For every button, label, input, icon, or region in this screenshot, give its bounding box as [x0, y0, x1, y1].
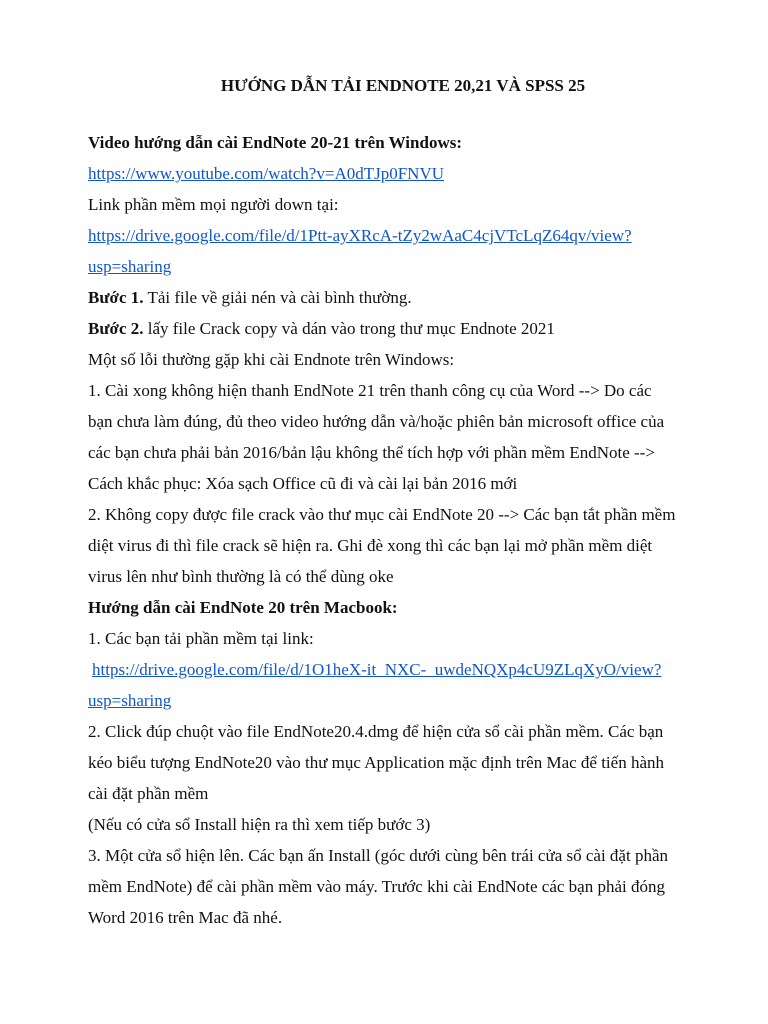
youtube-video-link[interactable]: https://www.youtube.com/watch?v=A0dTJp0FNVU: [88, 164, 445, 183]
mac-step-1: 1. Các bạn tải phần mềm tại link:: [88, 629, 314, 648]
document-page: [88, 70, 718, 933]
windows-step-2: [88, 313, 718, 344]
mac-drive-link-line2[interactable]: usp=sharing: [88, 691, 172, 710]
error-1-line: các bạn chưa phải bản 2016/bản lậu không thể tích hợp với phần mềm EndNote -->: [88, 443, 655, 462]
mac-step-2-note: (Nếu có cửa sổ Install hiện ra thì xem tiếp bước 3): [88, 815, 431, 834]
mac-step-2-line: kéo biểu tượng EndNote20 vào thư mục Application mặc định trên Mac để tiến hành: [88, 753, 664, 772]
mac-drive-link-line1[interactable]: https://drive.google.com/file/d/1O1heX-it_NXC-_uwdeNQXp4cU9ZLqXyO/view?: [92, 660, 662, 679]
mac-step-3-line: mềm EndNote) để cài phần mềm vào máy. Trước khi cài EndNote các bạn phải đóng: [88, 877, 665, 896]
mac-step-3-line: 3. Một cửa sổ hiện lên. Các bạn ấn Install (góc dưới cùng bên trái cửa sổ cài đặt phần: [88, 846, 668, 865]
windows-step-1: [88, 282, 718, 313]
error-2-line: virus lên như bình thường là có thể dùng oke: [88, 567, 394, 586]
error-1-line: Cách khắc phục: Xóa sạch Office cũ đi và cài lại bản 2016 mới: [88, 474, 518, 493]
windows-drive-link-line1[interactable]: https://drive.google.com/file/d/1Ptt-ayXRcA-tZy2wAaC4cjVTcLqZ64qv/view?: [88, 226, 632, 245]
step-1-label: Bước 1.: [88, 288, 144, 307]
mac-heading: Hướng dẫn cài EndNote 20 trên Macbook:: [88, 598, 398, 617]
mac-step-3-line: Word 2016 trên Mac đã nhé.: [88, 908, 283, 927]
error-1-line: 1. Cài xong không hiện thanh EndNote 21 trên thanh công cụ của Word --> Do các: [88, 381, 652, 400]
step-2-text: lấy file Crack copy và dán vào trong thư mục Endnote 2021: [143, 319, 555, 338]
windows-video-heading: Video hướng dẫn cài EndNote 20-21 trên Windows:: [88, 133, 462, 152]
windows-errors-intro: Một số lỗi thường gặp khi cài Endnote trên Windows:: [88, 350, 455, 369]
windows-download-intro: Link phần mềm mọi người down tại:: [88, 195, 339, 214]
mac-step-2-line: 2. Click đúp chuột vào file EndNote20.4.dmg để hiện cửa sổ cài phần mềm. Các bạn: [88, 722, 664, 741]
step-1-text: Tải file về giải nén và cài bình thường.: [143, 288, 412, 307]
error-2-line: 2. Không copy được file crack vào thư mục cài EndNote 20 --> Các bạn tắt phần mềm: [88, 505, 676, 524]
error-1-line: bạn chưa làm đúng, đủ theo video hướng dẫn và/hoặc phiên bản microsoft office của: [88, 412, 665, 431]
mac-step-2-line: cài đặt phần mềm: [88, 784, 209, 803]
error-2-line: diệt virus đi thì file crack sẽ hiện ra. Ghi đè xong thì các bạn lại mở phần mềm diệt: [88, 536, 653, 555]
document-title: HƯỚNG DẪN TẢI ENDNOTE 20,21 VÀ SPSS 25: [220, 76, 586, 95]
windows-drive-link-line2[interactable]: usp=sharing: [88, 257, 172, 276]
step-2-label: Bước 2.: [88, 319, 144, 338]
